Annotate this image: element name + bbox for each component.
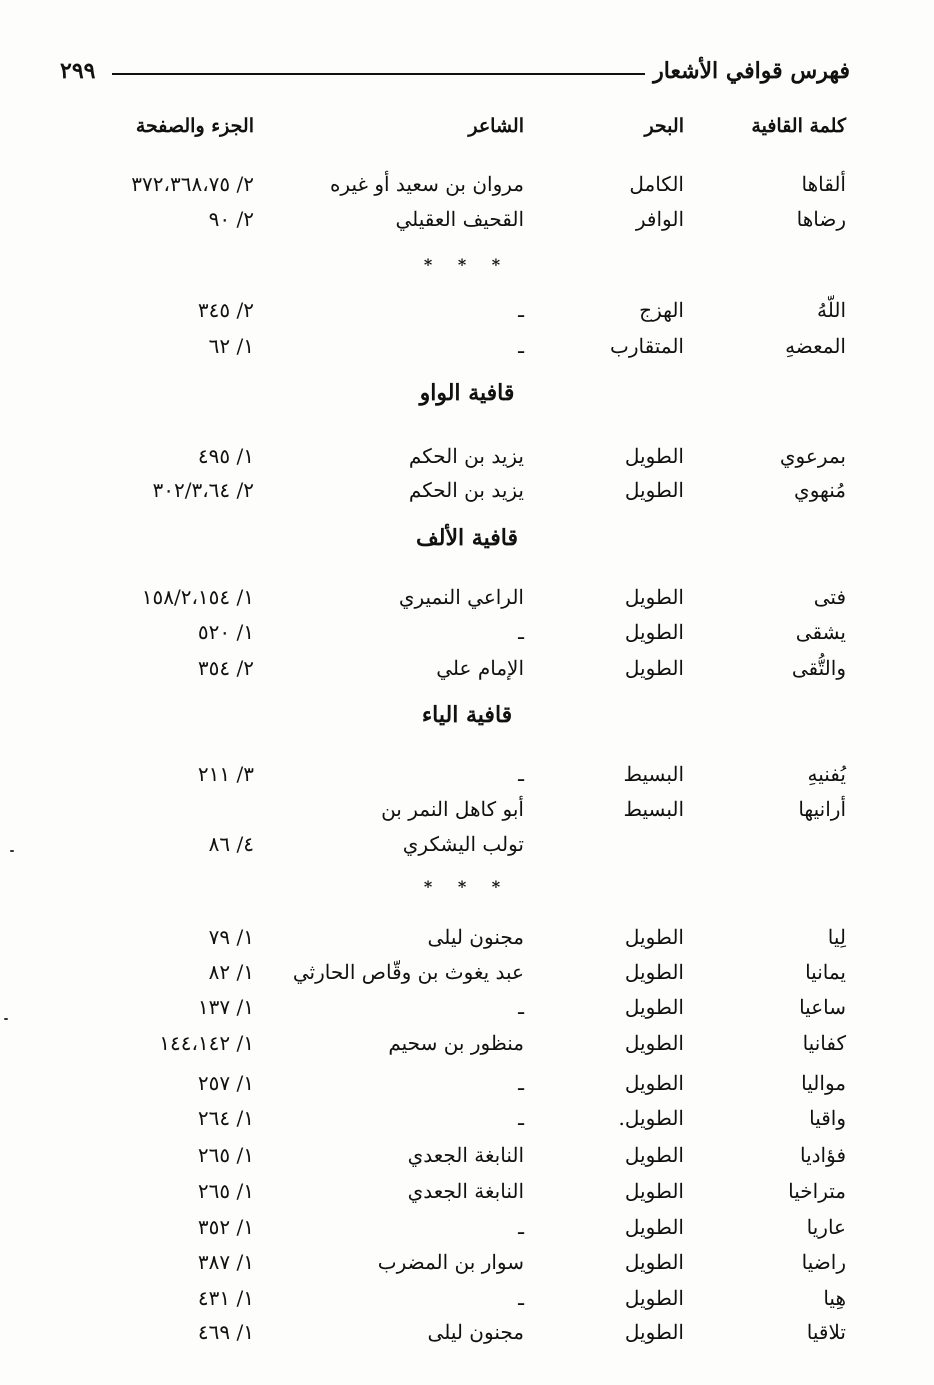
poet-name: ـ (518, 995, 524, 1019)
meter: الطويل (624, 1071, 684, 1095)
meter: الطويل (624, 960, 684, 984)
index-row (0, 995, 934, 1029)
volume-page-reference: ١/ ١٥٨/٢،١٥٤ (141, 585, 254, 609)
rhyme-word: كفانيا (802, 1031, 846, 1055)
index-row (0, 797, 934, 831)
separator-stars: * * * (423, 877, 511, 896)
rhyme-word: راضيا (801, 1250, 846, 1274)
rhyme-word: أرانيها (798, 797, 846, 821)
rhyme-word: لِيا (827, 925, 846, 949)
poet-name: القحيف العقيلي (395, 207, 524, 231)
meter: الطويل (624, 1250, 684, 1274)
volume-page-reference: ١/ ٢٦٤ (197, 1106, 254, 1130)
index-row (0, 925, 934, 959)
index-row (0, 656, 934, 690)
separator-stars: * * * (423, 255, 511, 274)
volume-page-reference: ١/ ٣٥٢ (197, 1215, 254, 1239)
index-row (0, 762, 934, 796)
volume-page-reference: ٢/ ٣٧٢،٣٦٨،٧٥ (131, 172, 254, 196)
index-row (0, 1215, 934, 1249)
volume-page-reference: ٢/ ٩٠ (208, 207, 254, 231)
rhyme-word: واقيا (809, 1106, 846, 1130)
volume-page-reference: ١/ ٢٥٧ (197, 1071, 254, 1095)
index-row (0, 832, 934, 866)
section-heading: قافية الواو (419, 380, 515, 406)
index-row (0, 298, 934, 332)
index-row (0, 1071, 934, 1105)
index-row (0, 960, 934, 994)
rhyme-word: والتُّقى (791, 656, 846, 680)
column-header-reference: الجزء والصفحة (135, 115, 254, 137)
running-header-title: فهرس قوافي الأشعار (653, 58, 850, 84)
volume-page-reference: ١/ ٣٨٧ (197, 1250, 254, 1274)
index-row (0, 478, 934, 512)
poet-name: ـ (518, 1071, 524, 1095)
rhyme-word: المعضهِ (785, 334, 846, 358)
index-row (0, 1286, 934, 1320)
volume-page-reference: ٤/ ٨٦ (208, 832, 254, 856)
header-rule (112, 73, 645, 75)
poet-name: الإمام علي (436, 656, 524, 680)
volume-page-reference: ١/ ٢٦٥ (197, 1179, 254, 1203)
rhyme-word: يمانيا (805, 960, 846, 984)
meter: الطويل (624, 620, 684, 644)
rhyme-word: مُنهوي (794, 478, 846, 502)
index-row (0, 444, 934, 478)
meter: البسيط (623, 762, 684, 786)
meter: الطويل (624, 444, 684, 468)
scan-speck (10, 850, 14, 852)
poet-name: يزيد بن الحكم (408, 478, 524, 502)
volume-page-reference: ١/ ٦٢ (208, 334, 254, 358)
volume-page-reference: ١/ ٤٣١ (197, 1286, 254, 1310)
meter: الطويل (624, 656, 684, 680)
rhyme-word: ألقاها (801, 172, 846, 196)
rhyme-word: تلاقيا (806, 1320, 846, 1344)
volume-page-reference: ٢/ ٣٠٢/٣،٦٤ (152, 478, 254, 502)
rhyme-word: اللّهُ (817, 298, 846, 322)
poet-name: عبد يغوث بن وقّاص الحارثي (292, 960, 524, 984)
poet-name: ـ (518, 298, 524, 322)
poet-name: مروان بن سعيد أو غيره (329, 172, 524, 196)
rhyme-word: ساعيا (799, 995, 846, 1019)
index-row (0, 1031, 934, 1065)
section-heading: قافية الألف (416, 525, 518, 551)
poet-name: أبو كاهل النمر بن (381, 797, 524, 821)
volume-page-reference: ٢/ ٣٥٤ (197, 656, 254, 680)
rhyme-word: هِيا (823, 1286, 846, 1310)
rhyme-word: رضاها (796, 207, 846, 231)
poet-name: يزيد بن الحكم (408, 444, 524, 468)
meter: الطويل (624, 995, 684, 1019)
volume-page-reference: ٢/ ٣٤٥ (197, 298, 254, 322)
poet-name: ـ (518, 1106, 524, 1130)
index-row (0, 1106, 934, 1140)
meter: الطويل (624, 1031, 684, 1055)
meter: الطويل (624, 1286, 684, 1310)
meter: المتقارب (610, 334, 684, 358)
poet-name: ـ (518, 1215, 524, 1239)
volume-page-reference: ١/ ٨٢ (208, 960, 254, 984)
poet-name: النابغة الجعدي (407, 1143, 524, 1167)
volume-page-reference: ١/ ٥٢٠ (197, 620, 254, 644)
poet-name: النابغة الجعدي (407, 1179, 524, 1203)
poet-name: تولب اليشكري (402, 832, 524, 856)
index-row (0, 172, 934, 206)
index-row (0, 585, 934, 619)
index-row (0, 1179, 934, 1213)
scan-speck (4, 1018, 8, 1020)
rhyme-word: متراخيا (788, 1179, 846, 1203)
index-row (0, 1143, 934, 1177)
index-row (0, 207, 934, 241)
meter: الهزج (639, 298, 684, 322)
rhyme-word: مواليا (801, 1071, 846, 1095)
page-number: ٢٩٩ (60, 58, 96, 84)
poet-name: ـ (518, 334, 524, 358)
poet-name: ـ (518, 762, 524, 786)
meter: الوافر (635, 207, 684, 231)
volume-page-reference: ١/ ١٤٤،١٤٢ (159, 1031, 254, 1055)
poet-name: ـ (518, 620, 524, 644)
rhyme-word: بمرعوي (779, 444, 846, 468)
poet-name: الراعي النميري (398, 585, 524, 609)
meter: الطويل (624, 1215, 684, 1239)
index-row (0, 334, 934, 368)
column-header-word: كلمة القافية (751, 115, 846, 137)
poet-name: مجنون ليلى (427, 1320, 524, 1344)
volume-page-reference: ١/ ٤٩٥ (197, 444, 254, 468)
running-header (60, 52, 850, 92)
meter: الطويل (624, 925, 684, 949)
meter: البسيط (623, 797, 684, 821)
column-headers (0, 115, 934, 149)
section-heading: قافية الياء (421, 702, 513, 728)
volume-page-reference: ٣/ ٢١١ (197, 762, 254, 786)
meter: الطويل (624, 1320, 684, 1344)
volume-page-reference: ١/ ٢٦٥ (197, 1143, 254, 1167)
index-row (0, 620, 934, 654)
volume-page-reference: ١/ ٧٩ (208, 925, 254, 949)
poet-name: مجنون ليلى (427, 925, 524, 949)
column-header-sea: البحر (644, 115, 684, 137)
meter: الطويل. (618, 1106, 684, 1130)
meter: الطويل (624, 478, 684, 502)
meter: الكامل (629, 172, 684, 196)
poet-name: منظور بن سحيم (388, 1031, 524, 1055)
volume-page-reference: ١/ ٤٦٩ (197, 1320, 254, 1344)
rhyme-word: يُفنيهِ (807, 762, 846, 786)
column-header-poet: الشاعر (468, 115, 524, 137)
rhyme-word: يشقى (795, 620, 846, 644)
index-row (0, 1320, 934, 1354)
meter: الطويل (624, 1179, 684, 1203)
rhyme-word: فتى (813, 585, 846, 609)
rhyme-word: عاريا (806, 1215, 846, 1239)
index-row (0, 1250, 934, 1284)
meter: الطويل (624, 585, 684, 609)
meter: الطويل (624, 1143, 684, 1167)
poet-name: سوار بن المضرب (377, 1250, 524, 1274)
volume-page-reference: ١/ ١٣٧ (197, 995, 254, 1019)
rhyme-word: فؤاديا (799, 1143, 846, 1167)
poet-name: ـ (518, 1286, 524, 1310)
